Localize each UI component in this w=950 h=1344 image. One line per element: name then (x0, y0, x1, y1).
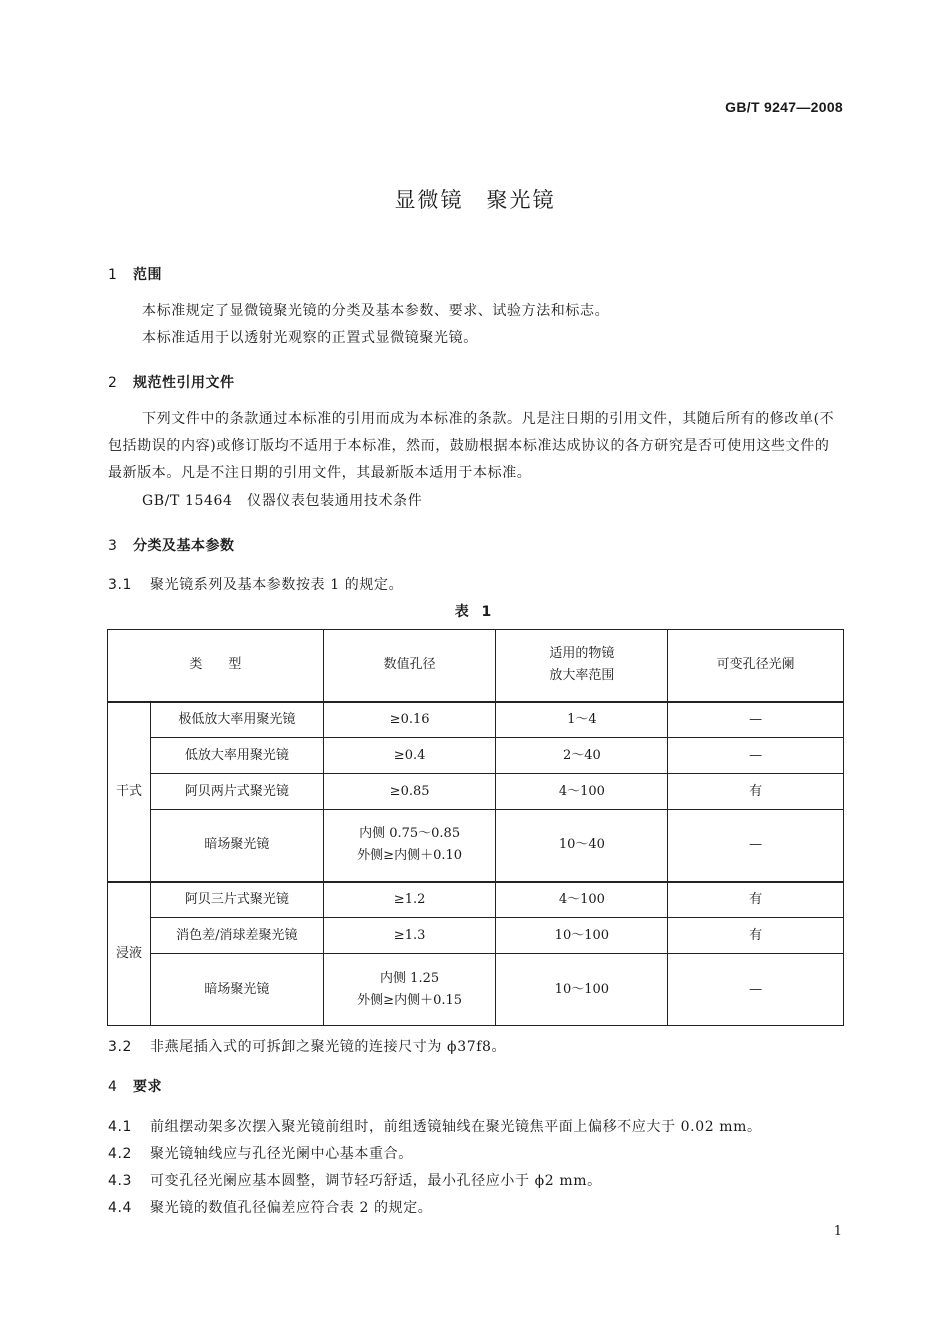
cell-iris: 有 (668, 918, 844, 954)
table-row (108, 810, 844, 882)
cell-na (323, 954, 496, 1026)
clause-text: 聚光镜轴线应与孔径光阑中心基本重合。 (150, 1146, 413, 1162)
clause-text: 非燕尾插入式的可拆卸之聚光镜的连接尺寸为 ϕ37f8。 (150, 1039, 507, 1055)
section-number: 3 (108, 538, 118, 554)
clause-text: 聚光镜系列及基本参数按表 1 的规定。 (150, 577, 404, 593)
cell-type: 阿贝两片式聚光镜 (150, 774, 323, 810)
cell-magnification: 2～40 (496, 738, 668, 774)
cell-iris: — (668, 702, 844, 738)
cell-magnification: 4～100 (496, 774, 668, 810)
section-1-paragraph-1: 本标准规定了显微镜聚光镜的分类及基本参数、要求、试验方法和标志。 (142, 303, 610, 319)
cell-na: ≥1.3 (323, 918, 496, 954)
group-dry: 干式 (108, 702, 151, 882)
clause-number: 3.2 (108, 1039, 133, 1055)
header-magnification (496, 630, 668, 702)
cell-iris: — (668, 954, 844, 1026)
cell-iris: — (668, 810, 844, 882)
cell-type: 消色差/消球差聚光镜 (150, 918, 323, 954)
clause-number: 4.1 (108, 1119, 133, 1135)
clause-3-2 (108, 1036, 506, 1056)
cell-na: ≥0.85 (323, 774, 496, 810)
cell-magnification: 10～100 (496, 918, 668, 954)
clause-4-1 (108, 1116, 762, 1136)
header-iris-diaphragm: 可变孔径光阑 (668, 630, 844, 702)
header-magnification-line-1: 适用的物镜 (549, 646, 615, 662)
section-number: 4 (108, 1079, 118, 1095)
section-number: 1 (108, 267, 118, 283)
cell-na: ≥0.16 (323, 702, 496, 738)
document-code: GB/T 9247—2008 (725, 99, 843, 115)
cell-na: ≥0.4 (323, 738, 496, 774)
cell-type: 低放大率用聚光镜 (150, 738, 323, 774)
section-1-heading (108, 264, 162, 284)
cell-iris: 有 (668, 774, 844, 810)
section-2-paragraph: 下列文件中的条款通过本标准的引用而成为本标准的条款。凡是注日期的引用文件，其随后所有的修改单(不包括勘误的内容)或修订版均不适用于本标准，然而，鼓励根据本标准达成协议的各方研究是否可使用这些文件的最新版本。凡是不注日期的引用文件，其最新版本适用于本标准。 (108, 411, 835, 481)
header-magnification-line-2: 放大率范围 (549, 668, 615, 684)
section-title: 要求 (133, 1079, 162, 1095)
cell-na (323, 810, 496, 882)
cell-iris: — (668, 738, 844, 774)
clause-4-3 (108, 1170, 602, 1190)
table-1-caption: 表 1 (454, 604, 496, 620)
table-row (108, 954, 844, 1026)
cell-magnification: 4～100 (496, 882, 668, 918)
document-title: 显微镜 聚光镜 (394, 188, 556, 212)
normative-reference: GB/T 15464 仪器仪表包装通用技术条件 (142, 493, 423, 509)
cell-iris: 有 (668, 882, 844, 918)
cell-na-line-2: 外侧≥内侧＋0.10 (357, 848, 463, 864)
table-row (108, 738, 844, 774)
cell-type: 阿贝三片式聚光镜 (150, 882, 323, 918)
cell-type: 极低放大率用聚光镜 (150, 702, 323, 738)
cell-na-line-1: 内侧 1.25 (380, 970, 440, 986)
clause-text: 聚光镜的数值孔径偏差应符合表 2 的规定。 (150, 1200, 433, 1216)
section-3-heading (108, 535, 235, 555)
clause-4-4 (108, 1197, 432, 1217)
cell-magnification: 10～100 (496, 954, 668, 1026)
cell-magnification: 1～4 (496, 702, 668, 738)
section-number: 2 (108, 375, 118, 391)
cell-type: 暗场聚光镜 (150, 810, 323, 882)
cell-na-line-2: 外侧≥内侧＋0.15 (357, 992, 463, 1008)
table-header-row (108, 630, 844, 702)
clause-4-2 (108, 1143, 413, 1163)
header-type: 类 型 (108, 630, 324, 702)
table-row (108, 702, 844, 738)
page-number: 1 (833, 1224, 842, 1239)
section-2-heading (108, 372, 235, 392)
table-1 (107, 629, 844, 1026)
cell-magnification: 10～40 (496, 810, 668, 882)
clause-text: 前组摆动架多次摆入聚光镜前组时，前组透镜轴线在聚光镜焦平面上偏移不应大于 0.02 mm。 (150, 1119, 762, 1135)
section-title: 规范性引用文件 (133, 375, 235, 391)
table-row (108, 774, 844, 810)
table-row (108, 882, 844, 918)
clause-number: 4.4 (108, 1200, 133, 1216)
group-immersion: 浸液 (108, 882, 151, 1026)
clause-number: 4.2 (108, 1146, 133, 1162)
header-numerical-aperture: 数值孔径 (323, 630, 496, 702)
clause-number: 4.3 (108, 1173, 133, 1189)
cell-na-line-1: 内侧 0.75～0.85 (359, 826, 461, 842)
section-1-paragraph-2: 本标准适用于以透射光观察的正置式显微镜聚光镜。 (142, 330, 478, 346)
clause-number: 3.1 (108, 577, 133, 593)
table-row (108, 918, 844, 954)
cell-na: ≥1.2 (323, 882, 496, 918)
clause-text: 可变孔径光阑应基本圆整，调节轻巧舒适，最小孔径应小于 ϕ2 mm。 (150, 1173, 602, 1189)
cell-type: 暗场聚光镜 (150, 954, 323, 1026)
section-title: 分类及基本参数 (133, 538, 235, 554)
clause-3-1 (108, 574, 403, 594)
section-4-heading (108, 1076, 162, 1096)
section-title: 范围 (133, 267, 162, 283)
